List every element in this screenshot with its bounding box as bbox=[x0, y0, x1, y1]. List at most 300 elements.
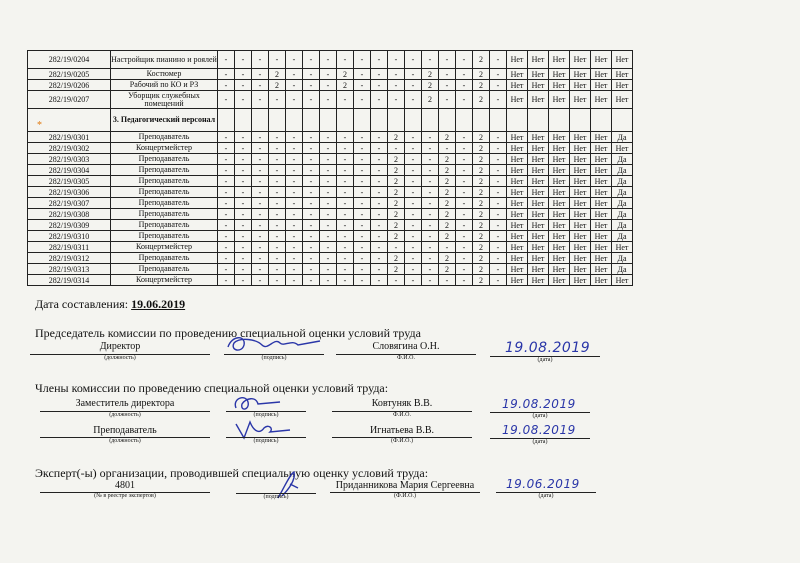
table-cell: Нет bbox=[570, 209, 591, 220]
table-cell: Нет bbox=[549, 264, 570, 275]
table-cell: - bbox=[405, 253, 422, 264]
table-cell: - bbox=[439, 80, 456, 91]
section-title: 3. Педагогический персонал bbox=[111, 109, 218, 132]
table-cell: - bbox=[456, 220, 473, 231]
chair-signature bbox=[222, 333, 332, 355]
table-cell: 2 bbox=[473, 154, 490, 165]
table-cell: Нет bbox=[528, 275, 549, 286]
table-cell: Да bbox=[612, 187, 633, 198]
chair-sign-caption: (подпись) bbox=[261, 355, 287, 361]
table-cell bbox=[439, 109, 456, 132]
table-cell: 2 bbox=[473, 220, 490, 231]
table-cell: - bbox=[422, 165, 439, 176]
table-cell: - bbox=[269, 132, 286, 143]
workplace-code: 282/19/0313 bbox=[28, 264, 111, 275]
table-cell: - bbox=[286, 132, 303, 143]
table-cell: 2 bbox=[473, 275, 490, 286]
table-cell: - bbox=[388, 69, 405, 80]
table-row bbox=[28, 187, 633, 198]
profession-name: Преподаватель bbox=[111, 176, 218, 187]
table-cell: Нет bbox=[549, 231, 570, 242]
table-cell: Нет bbox=[507, 264, 528, 275]
table-cell: - bbox=[218, 80, 235, 91]
table-cell: - bbox=[405, 176, 422, 187]
profession-name: Концертмейстер bbox=[111, 242, 218, 253]
table-cell: 2 bbox=[388, 132, 405, 143]
table-cell: Нет bbox=[591, 176, 612, 187]
table-cell: - bbox=[218, 69, 235, 80]
table-cell: Нет bbox=[549, 80, 570, 91]
workplace-code: 282/19/0206 bbox=[28, 80, 111, 91]
table-cell: - bbox=[252, 264, 269, 275]
profession-name: Концертмейстер bbox=[111, 143, 218, 154]
member1-position: Заместитель директора bbox=[75, 398, 175, 409]
table-cell: Нет bbox=[549, 132, 570, 143]
table-cell: Нет bbox=[570, 253, 591, 264]
table-cell: 2 bbox=[473, 187, 490, 198]
table-cell: - bbox=[269, 143, 286, 154]
table-cell: - bbox=[490, 143, 507, 154]
table-cell: Нет bbox=[591, 51, 612, 69]
member2-date-caption: (дата) bbox=[532, 439, 548, 445]
profession-name: Преподаватель bbox=[111, 253, 218, 264]
table-cell: - bbox=[405, 132, 422, 143]
table-cell: - bbox=[405, 275, 422, 286]
table-cell: - bbox=[235, 187, 252, 198]
table-cell: 2 bbox=[439, 132, 456, 143]
table-cell: 2 bbox=[439, 209, 456, 220]
table-cell: - bbox=[388, 91, 405, 109]
table-cell: - bbox=[252, 198, 269, 209]
table-cell: Нет bbox=[549, 209, 570, 220]
table-cell: - bbox=[252, 143, 269, 154]
table-cell: - bbox=[422, 154, 439, 165]
table-cell: Нет bbox=[528, 209, 549, 220]
table-cell: - bbox=[252, 80, 269, 91]
table-cell: - bbox=[235, 275, 252, 286]
table-cell: Нет bbox=[612, 275, 633, 286]
table-cell: - bbox=[303, 198, 320, 209]
workplace-code: 282/19/0306 bbox=[28, 187, 111, 198]
table-cell: - bbox=[235, 165, 252, 176]
table-cell bbox=[570, 109, 591, 132]
table-cell: - bbox=[320, 242, 337, 253]
table-cell: Нет bbox=[591, 242, 612, 253]
table-cell: - bbox=[269, 220, 286, 231]
table-cell: - bbox=[337, 253, 354, 264]
table-cell: - bbox=[456, 253, 473, 264]
table-cell: - bbox=[218, 253, 235, 264]
table-cell: Нет bbox=[591, 264, 612, 275]
table-row bbox=[28, 242, 633, 253]
table-cell: - bbox=[320, 264, 337, 275]
table-cell: Нет bbox=[591, 80, 612, 91]
table-cell: Нет bbox=[549, 69, 570, 80]
workplace-code: 282/19/0308 bbox=[28, 209, 111, 220]
table-cell: - bbox=[235, 264, 252, 275]
table-cell: - bbox=[422, 132, 439, 143]
table-cell bbox=[528, 109, 549, 132]
table-cell: - bbox=[439, 275, 456, 286]
table-cell: Нет bbox=[528, 187, 549, 198]
table-cell: Нет bbox=[570, 187, 591, 198]
table-cell: - bbox=[490, 242, 507, 253]
chair-date-caption: (дата) bbox=[537, 357, 553, 363]
table-cell: Нет bbox=[528, 91, 549, 109]
table-cell: 2 bbox=[269, 69, 286, 80]
table-cell: - bbox=[371, 69, 388, 80]
table-cell bbox=[612, 109, 633, 132]
table-cell: - bbox=[303, 187, 320, 198]
profession-name: Преподаватель bbox=[111, 231, 218, 242]
table-cell: - bbox=[439, 51, 456, 69]
table-cell: Нет bbox=[507, 143, 528, 154]
table-cell: Нет bbox=[507, 176, 528, 187]
table-cell: - bbox=[303, 176, 320, 187]
expert-sign-caption: (подпись) bbox=[263, 494, 289, 500]
table-cell: - bbox=[218, 132, 235, 143]
table-cell: - bbox=[354, 51, 371, 69]
table-cell: - bbox=[422, 275, 439, 286]
table-cell: - bbox=[286, 80, 303, 91]
table-cell: Нет bbox=[570, 275, 591, 286]
table-cell: - bbox=[490, 198, 507, 209]
table-cell: - bbox=[405, 154, 422, 165]
table-cell: Нет bbox=[507, 69, 528, 80]
member2-sign-caption: (подпись) bbox=[253, 438, 279, 444]
table-cell: - bbox=[337, 231, 354, 242]
table-cell: - bbox=[354, 242, 371, 253]
table-cell: 2 bbox=[439, 264, 456, 275]
table-cell: - bbox=[405, 198, 422, 209]
table-cell: - bbox=[354, 165, 371, 176]
table-cell: Нет bbox=[507, 198, 528, 209]
table-cell: 2 bbox=[388, 198, 405, 209]
table-cell: Да bbox=[612, 231, 633, 242]
table-cell bbox=[337, 109, 354, 132]
table-cell: - bbox=[218, 275, 235, 286]
table-cell: Нет bbox=[507, 242, 528, 253]
table-cell: 2 bbox=[269, 80, 286, 91]
table-cell: 2 bbox=[388, 253, 405, 264]
table-cell: - bbox=[405, 91, 422, 109]
table-cell: - bbox=[252, 187, 269, 198]
table-cell: - bbox=[456, 132, 473, 143]
table-cell: - bbox=[269, 264, 286, 275]
table-cell: - bbox=[303, 253, 320, 264]
table-cell: Нет bbox=[591, 198, 612, 209]
table-row bbox=[28, 165, 633, 176]
table-cell: 2 bbox=[473, 51, 490, 69]
workplace-code: 282/19/0312 bbox=[28, 253, 111, 264]
table-cell: - bbox=[388, 80, 405, 91]
table-cell: Нет bbox=[570, 69, 591, 80]
table-cell: - bbox=[252, 231, 269, 242]
table-cell: Нет bbox=[507, 80, 528, 91]
table-cell: - bbox=[320, 275, 337, 286]
table-cell: - bbox=[218, 242, 235, 253]
table-cell: - bbox=[354, 220, 371, 231]
table-cell: - bbox=[286, 154, 303, 165]
member2-date: 19.08.2019 bbox=[502, 423, 576, 437]
table-row bbox=[28, 264, 633, 275]
member1-name: Ковтуняк В.В. bbox=[371, 398, 433, 409]
table-cell: - bbox=[235, 176, 252, 187]
table-cell: - bbox=[235, 231, 252, 242]
table-cell: - bbox=[456, 69, 473, 80]
table-cell: Нет bbox=[570, 91, 591, 109]
table-cell: - bbox=[456, 187, 473, 198]
workplace-code: 282/19/0207 bbox=[28, 91, 111, 109]
table-cell: 2 bbox=[473, 69, 490, 80]
table-cell: - bbox=[456, 198, 473, 209]
table-cell: - bbox=[218, 187, 235, 198]
profession-name: Концертмейстер bbox=[111, 275, 218, 286]
table-cell: 2 bbox=[473, 242, 490, 253]
table-cell: - bbox=[269, 154, 286, 165]
table-cell: - bbox=[269, 198, 286, 209]
table-cell: Нет bbox=[549, 275, 570, 286]
table-cell bbox=[252, 109, 269, 132]
table-cell: - bbox=[303, 51, 320, 69]
table-cell: - bbox=[286, 165, 303, 176]
table-cell: - bbox=[456, 165, 473, 176]
table-cell: Нет bbox=[528, 51, 549, 69]
table-cell bbox=[422, 109, 439, 132]
table-cell: - bbox=[456, 154, 473, 165]
table-cell: - bbox=[490, 51, 507, 69]
table-cell: - bbox=[235, 209, 252, 220]
table-cell: - bbox=[422, 209, 439, 220]
table-cell: - bbox=[337, 198, 354, 209]
table-cell: - bbox=[252, 253, 269, 264]
table-cell: - bbox=[252, 154, 269, 165]
asterisk-mark-icon: * bbox=[37, 120, 42, 131]
table-cell: - bbox=[422, 242, 439, 253]
table-cell: - bbox=[405, 51, 422, 69]
table-cell: Да bbox=[612, 198, 633, 209]
table-cell: 2 bbox=[473, 253, 490, 264]
table-cell: - bbox=[320, 80, 337, 91]
table-cell: Нет bbox=[528, 176, 549, 187]
table-cell: - bbox=[269, 187, 286, 198]
table-cell: 2 bbox=[388, 154, 405, 165]
workplace-code: 282/19/0204 bbox=[28, 51, 111, 69]
table-cell: - bbox=[354, 154, 371, 165]
table-cell: - bbox=[303, 242, 320, 253]
table-cell: - bbox=[337, 91, 354, 109]
table-cell: - bbox=[235, 51, 252, 69]
table-cell: - bbox=[422, 253, 439, 264]
table-cell bbox=[371, 109, 388, 132]
table-cell: Нет bbox=[507, 187, 528, 198]
table-row bbox=[28, 80, 633, 91]
table-cell: - bbox=[439, 242, 456, 253]
table-cell: - bbox=[388, 242, 405, 253]
table-cell: Нет bbox=[591, 275, 612, 286]
table-cell: - bbox=[286, 209, 303, 220]
table-cell: - bbox=[337, 132, 354, 143]
table-cell: - bbox=[303, 80, 320, 91]
table-cell: - bbox=[354, 275, 371, 286]
table-cell: Нет bbox=[570, 165, 591, 176]
table-cell: - bbox=[337, 51, 354, 69]
table-cell: - bbox=[286, 187, 303, 198]
table-cell: Нет bbox=[570, 176, 591, 187]
table-cell: - bbox=[490, 154, 507, 165]
table-cell: 2 bbox=[473, 91, 490, 109]
table-cell: Нет bbox=[570, 143, 591, 154]
table-cell: - bbox=[456, 143, 473, 154]
table-cell: - bbox=[490, 165, 507, 176]
table-cell: - bbox=[456, 242, 473, 253]
workplace-code: 282/19/0309 bbox=[28, 220, 111, 231]
table-cell: Нет bbox=[507, 91, 528, 109]
table-cell: Нет bbox=[591, 253, 612, 264]
member2-position-caption: (должность) bbox=[109, 438, 141, 444]
table-cell: Нет bbox=[570, 231, 591, 242]
table-cell: - bbox=[218, 91, 235, 109]
table-cell: 2 bbox=[337, 80, 354, 91]
table-cell: - bbox=[490, 253, 507, 264]
table-cell: - bbox=[218, 209, 235, 220]
workplace-code: 282/19/0310 bbox=[28, 231, 111, 242]
table-row bbox=[28, 220, 633, 231]
table-cell: - bbox=[303, 209, 320, 220]
table-cell: 2 bbox=[473, 209, 490, 220]
table-cell: - bbox=[269, 242, 286, 253]
table-cell: - bbox=[337, 220, 354, 231]
table-cell: - bbox=[252, 242, 269, 253]
expert-heading: Эксперт(-ы) организации, проводившей специальную оценку условий труда: bbox=[35, 466, 429, 480]
table-cell: - bbox=[252, 275, 269, 286]
table-cell: - bbox=[490, 132, 507, 143]
table-cell: Нет bbox=[528, 80, 549, 91]
table-cell: Нет bbox=[570, 220, 591, 231]
table-cell: - bbox=[218, 198, 235, 209]
table-cell: - bbox=[235, 154, 252, 165]
table-cell: - bbox=[490, 231, 507, 242]
table-cell: - bbox=[303, 165, 320, 176]
table-cell: - bbox=[456, 264, 473, 275]
table-cell: - bbox=[320, 220, 337, 231]
table-cell: - bbox=[286, 253, 303, 264]
profession-name: Костюмер bbox=[111, 69, 218, 80]
table-cell: Нет bbox=[612, 69, 633, 80]
table-cell: Нет bbox=[612, 51, 633, 69]
expert-date-caption: (дата) bbox=[538, 493, 554, 499]
table-cell: - bbox=[218, 231, 235, 242]
workplace-code: 282/19/0311 bbox=[28, 242, 111, 253]
table-cell bbox=[303, 109, 320, 132]
table-cell: Нет bbox=[528, 132, 549, 143]
table-cell: Да bbox=[612, 176, 633, 187]
table-cell: - bbox=[218, 176, 235, 187]
table-cell: Нет bbox=[591, 187, 612, 198]
table-cell: Нет bbox=[528, 69, 549, 80]
table-cell: Да bbox=[612, 264, 633, 275]
workplace-code: 282/19/0314 bbox=[28, 275, 111, 286]
table-cell: Нет bbox=[528, 231, 549, 242]
table-cell: Нет bbox=[549, 253, 570, 264]
table-cell: Нет bbox=[549, 220, 570, 231]
table-cell: 2 bbox=[388, 231, 405, 242]
table-cell: Нет bbox=[570, 242, 591, 253]
table-cell bbox=[354, 109, 371, 132]
table-cell: - bbox=[252, 165, 269, 176]
table-cell: - bbox=[218, 220, 235, 231]
table-cell: - bbox=[235, 143, 252, 154]
table-cell: - bbox=[235, 220, 252, 231]
table-cell: Нет bbox=[507, 275, 528, 286]
table-cell: - bbox=[252, 132, 269, 143]
table-row bbox=[28, 253, 633, 264]
member1-date: 19.08.2019 bbox=[502, 397, 576, 411]
table-cell: - bbox=[405, 264, 422, 275]
table-cell: - bbox=[218, 165, 235, 176]
table-cell: Да bbox=[612, 209, 633, 220]
table-cell: - bbox=[337, 165, 354, 176]
table-cell: - bbox=[354, 69, 371, 80]
table-cell: Да bbox=[612, 132, 633, 143]
table-cell: - bbox=[235, 198, 252, 209]
table-cell: - bbox=[337, 187, 354, 198]
table-cell: Нет bbox=[507, 132, 528, 143]
table-cell: - bbox=[371, 198, 388, 209]
table-cell: - bbox=[320, 132, 337, 143]
table-cell: - bbox=[252, 220, 269, 231]
member2-position: Преподаватель bbox=[93, 425, 157, 436]
table-cell: Да bbox=[612, 253, 633, 264]
table-cell bbox=[320, 109, 337, 132]
table-cell: Нет bbox=[612, 143, 633, 154]
table-cell: - bbox=[405, 231, 422, 242]
table-cell: - bbox=[354, 91, 371, 109]
table-cell: - bbox=[490, 275, 507, 286]
table-cell: - bbox=[490, 187, 507, 198]
table-cell: - bbox=[320, 143, 337, 154]
table-cell: - bbox=[405, 165, 422, 176]
table-cell: Нет bbox=[507, 220, 528, 231]
table-cell: - bbox=[371, 176, 388, 187]
table-cell: Нет bbox=[612, 80, 633, 91]
table-cell: 2 bbox=[337, 69, 354, 80]
table-cell: - bbox=[337, 143, 354, 154]
profession-name: Настройщик пианино и роялей bbox=[111, 51, 218, 69]
table-cell: Нет bbox=[549, 165, 570, 176]
table-row bbox=[28, 51, 633, 69]
table-cell: Нет bbox=[591, 209, 612, 220]
table-cell: 2 bbox=[439, 154, 456, 165]
table-cell: - bbox=[422, 187, 439, 198]
table-cell: - bbox=[286, 220, 303, 231]
table-cell: - bbox=[371, 165, 388, 176]
table-cell: - bbox=[269, 51, 286, 69]
table-cell: 2 bbox=[473, 80, 490, 91]
table-cell bbox=[473, 109, 490, 132]
table-cell: - bbox=[303, 132, 320, 143]
table-cell: - bbox=[303, 91, 320, 109]
table-cell: Нет bbox=[528, 264, 549, 275]
table-cell: - bbox=[354, 80, 371, 91]
table-cell: 2 bbox=[388, 165, 405, 176]
table-cell: - bbox=[337, 154, 354, 165]
members-heading: Члены комиссии по проведению специальной оценки условий труда: bbox=[35, 381, 389, 395]
table-cell: - bbox=[422, 231, 439, 242]
table-cell: - bbox=[235, 91, 252, 109]
table-cell: - bbox=[371, 275, 388, 286]
table-cell: - bbox=[456, 80, 473, 91]
